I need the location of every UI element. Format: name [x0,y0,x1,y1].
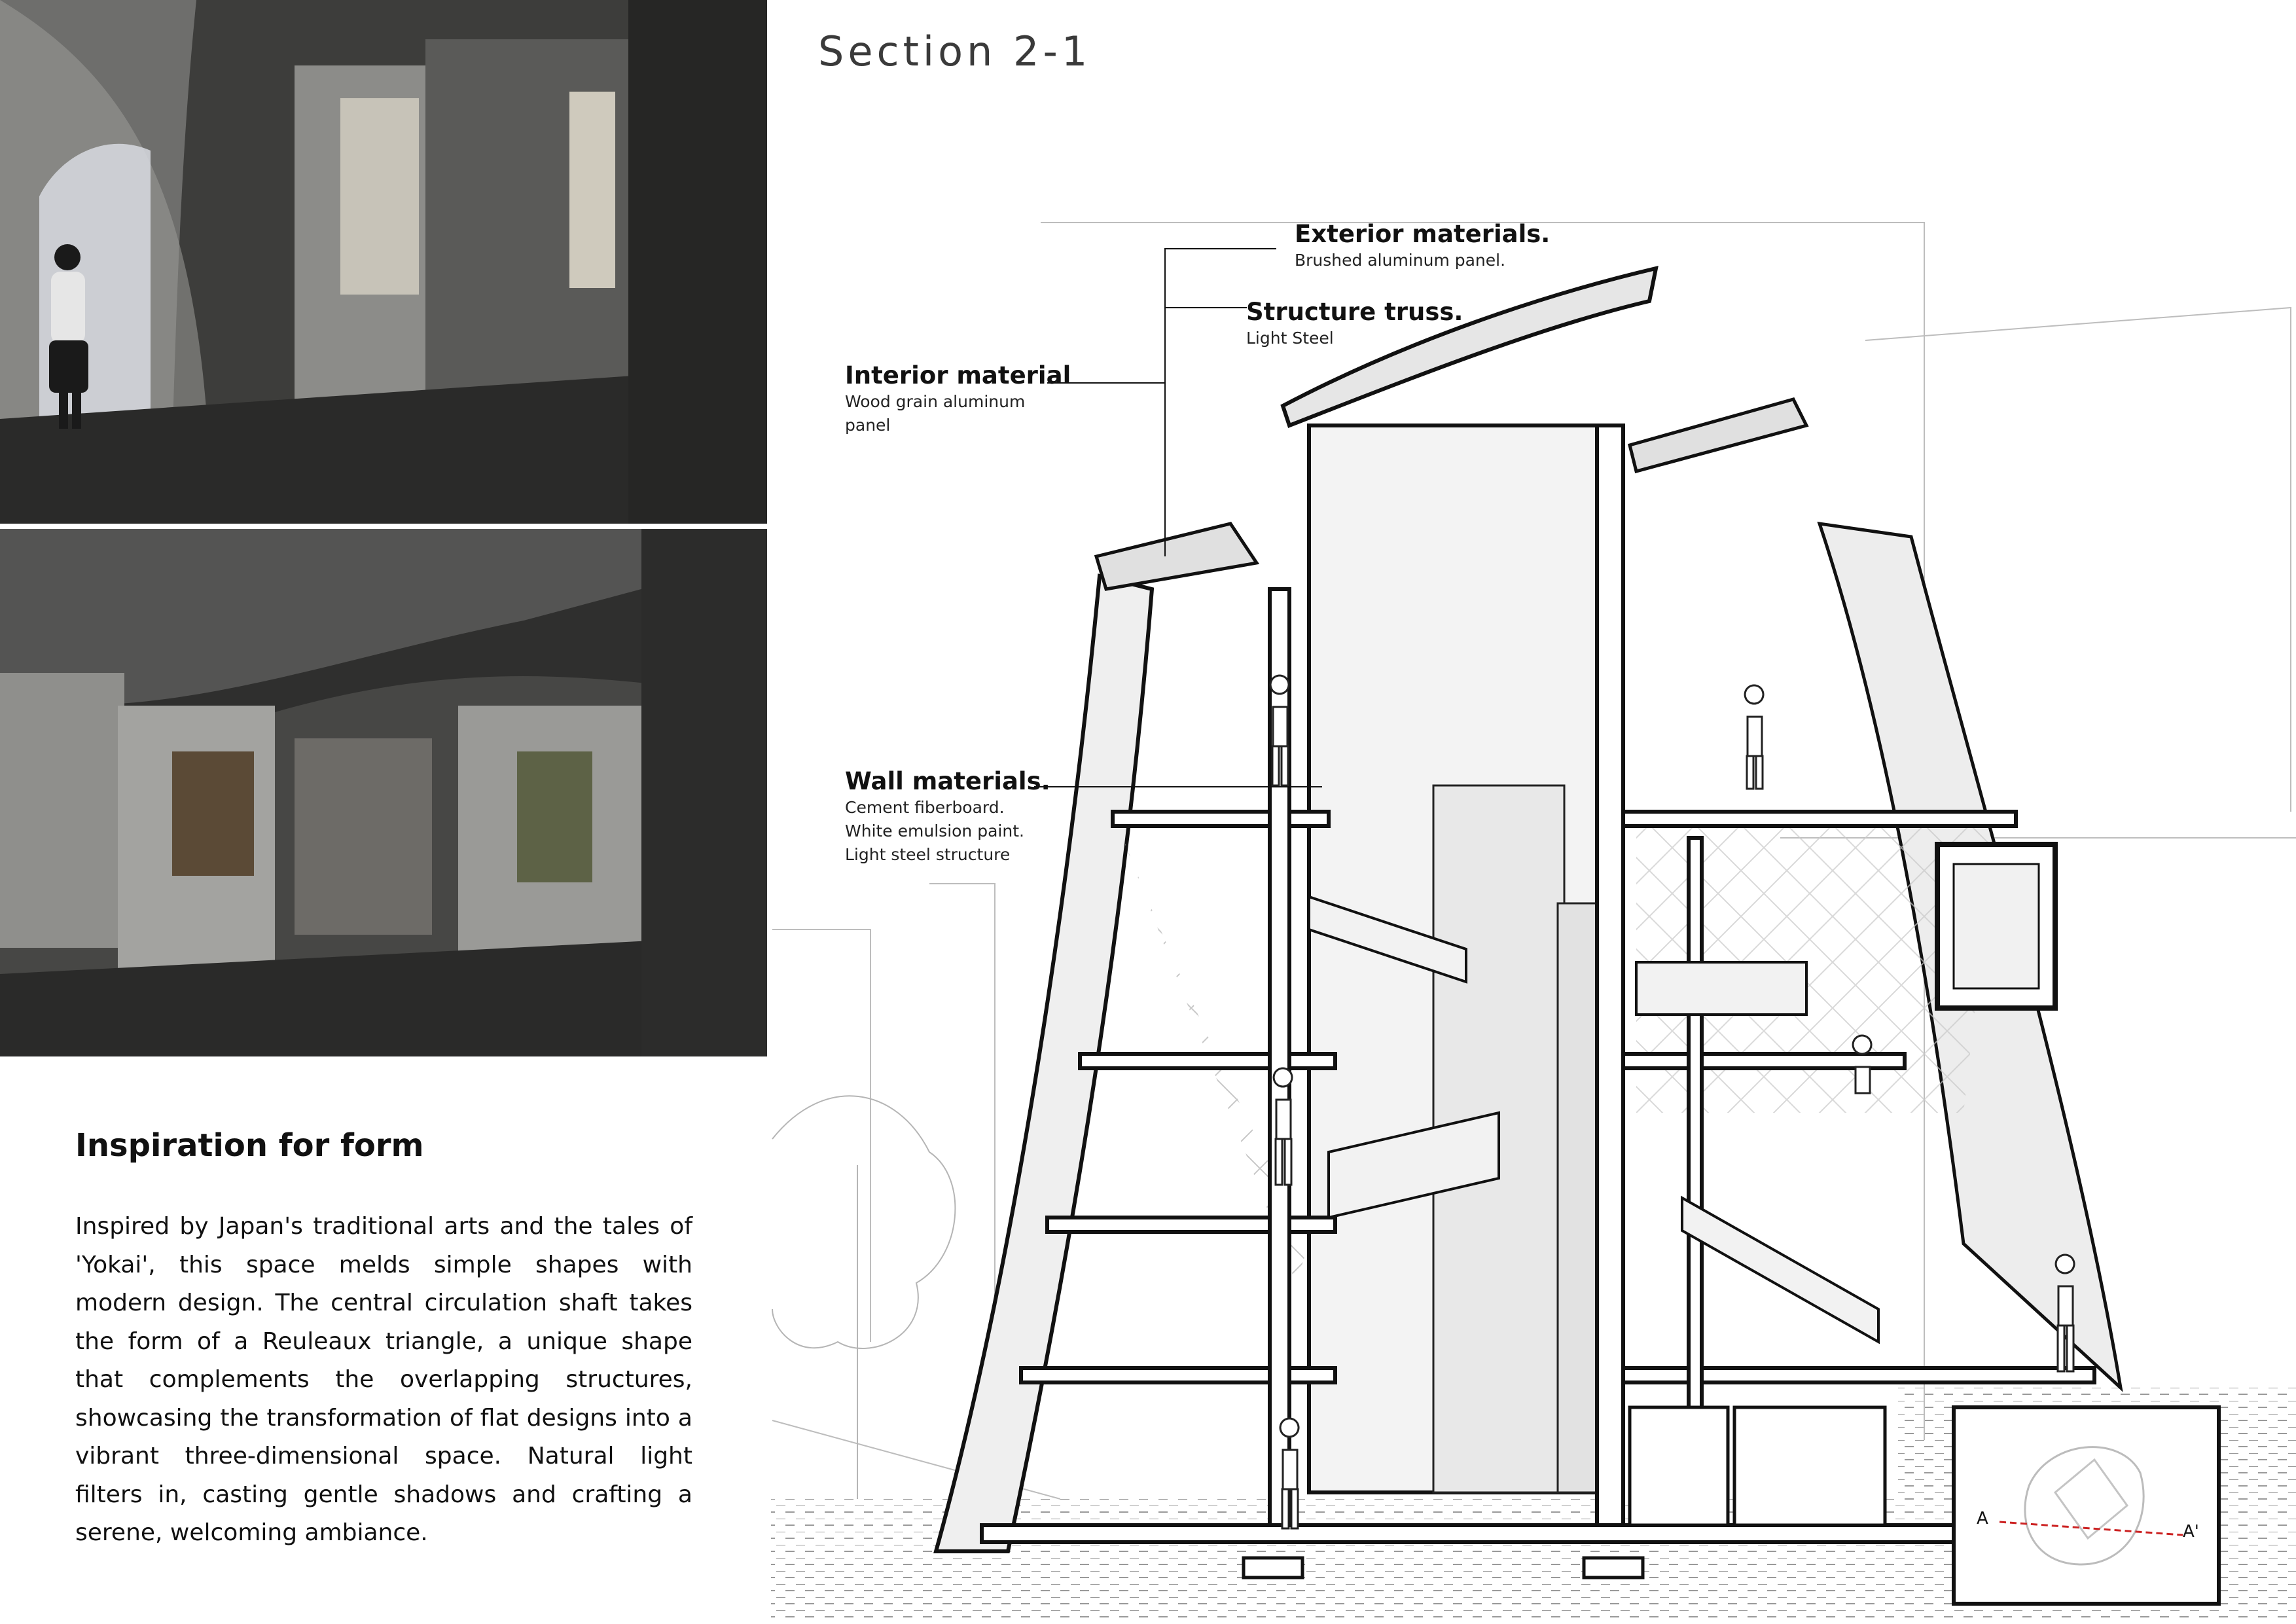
label-exterior-materials [1295,220,1550,272]
label-wall-line-2: White emulsion paint. [845,821,1024,840]
key-plan-label-a-prime: A' [2183,1522,2199,1542]
interior-render-corridor [0,0,767,524]
artwork-right [517,751,592,882]
label-wall-materials [845,767,1050,867]
inspiration-heading: Inspiration for form [75,1127,424,1164]
label-structure-truss [1246,298,1463,350]
label-wall-line-3: Light steel structure [845,845,1011,864]
key-plan [1954,1407,2219,1604]
label-interior-line-1: Wood grain aluminum [845,392,1026,411]
label-truss-line-1: Light Steel [1246,329,1334,348]
tree-outline [772,1096,955,1499]
key-plan-label-a: A [1977,1509,1988,1528]
label-interior-title: Interior material [845,361,1071,389]
label-exterior-title: Exterior materials. [1295,220,1551,248]
label-wall-title: Wall materials. [845,767,1050,795]
label-truss-title: Structure truss. [1246,298,1463,326]
label-interior-material [845,361,1071,437]
label-wall-line-1: Cement fiberboard. [845,798,1005,817]
label-exterior-line-1: Brushed aluminum panel. [1295,251,1506,270]
interior-render-gallery [0,529,767,1056]
artwork-left [172,751,254,876]
section-title: Section 2-1 [818,27,1092,75]
inspiration-body: Inspired by Japan's traditional arts and the tales of 'Yokai', this space melds simple shapes with modern design. The central circulation shaft takes the form of a Reuleaux triangle, a unique shape that complements the overlapping structures, showcasing the transformation of flat designs into a vibrant three-dimensional space. Natural light filters in, casting gentle shadows and crafting a serene, welcoming ambiance. [75,1213,692,1546]
label-interior-line-2: panel [845,416,891,435]
